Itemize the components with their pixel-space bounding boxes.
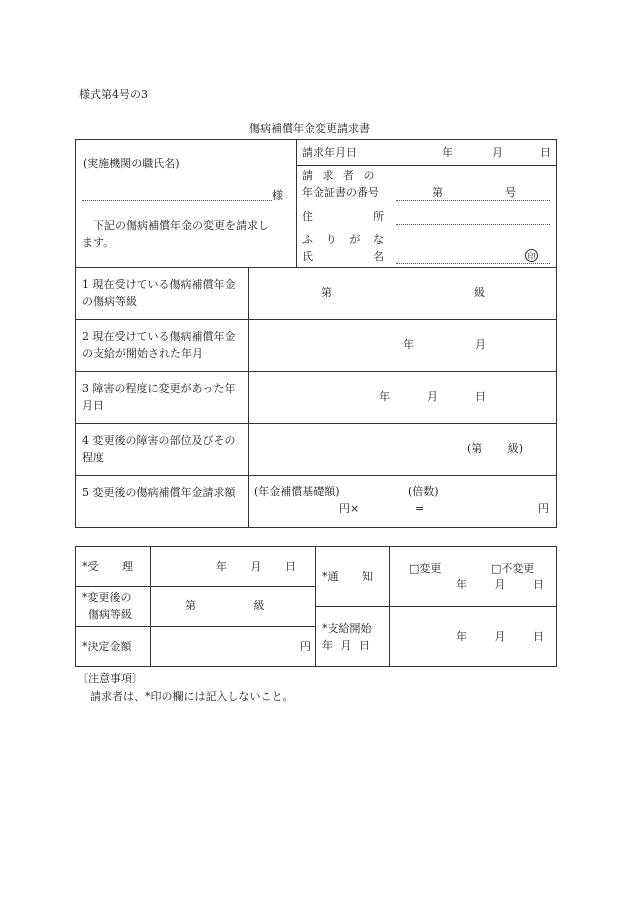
form-title: 傷病補償年金変更請求書 xyxy=(249,122,370,135)
certificate-no-label: 年金証書の番号 xyxy=(302,186,379,199)
row5-label: 5 変更後の傷病補償年金請求額 xyxy=(82,486,236,499)
address-label: 住 所 xyxy=(302,210,384,223)
certificate-no-field[interactable] xyxy=(396,200,550,201)
notice-date[interactable]: 年 月 日 xyxy=(456,578,544,591)
notes-heading: 〔注意事項〕 xyxy=(77,672,143,685)
changed-grade-label-line1: *変更後の xyxy=(82,591,132,604)
not-changed-checkbox[interactable]: □不変更 xyxy=(491,562,535,575)
request-text-line1: 下記の傷病補償年金の変更を請求し xyxy=(93,219,269,232)
row1-dai[interactable]: 第 xyxy=(321,286,332,299)
name-field[interactable] xyxy=(396,263,550,264)
certificate-gou: 号 xyxy=(505,186,516,199)
changed-grade-value[interactable]: 第 級 xyxy=(185,599,265,612)
request-year[interactable]: 年 xyxy=(442,146,453,159)
claimant-label: 請 求 者 の xyxy=(302,169,378,182)
row2-label: 2 現在受けている傷病補償年金の支給が開始された年月 xyxy=(82,330,236,360)
notice-label: *通 知 xyxy=(322,570,373,583)
changed-checkbox[interactable]: □変更 xyxy=(409,562,442,575)
request-text-line2: ます。 xyxy=(82,236,115,249)
payment-start-label-line1: *支給開始 xyxy=(322,622,372,635)
certificate-dai: 第 xyxy=(432,186,443,199)
address-field[interactable] xyxy=(396,224,550,225)
row4-label: 4 変更後の障害の部位及びその程度 xyxy=(82,434,236,464)
row1-kyu[interactable]: 級 xyxy=(474,286,485,299)
name-label: 氏 名 xyxy=(302,250,384,263)
honorific: 様 xyxy=(272,189,283,202)
row3-day[interactable]: 日 xyxy=(475,390,486,403)
row5-yen[interactable]: 円 xyxy=(538,502,549,515)
receipt-label: *受 理 xyxy=(82,560,133,573)
form-number: 様式第4号の3 xyxy=(79,88,148,101)
row5-yen-times[interactable]: 円× xyxy=(339,502,360,515)
row3-year[interactable]: 年 xyxy=(379,390,390,403)
payment-start-date[interactable]: 年 月 日 xyxy=(456,630,544,643)
seal-mark: 印 xyxy=(525,249,538,262)
row5-base-label: (年金補償基礎額) xyxy=(254,485,340,498)
receipt-date[interactable]: 年 月 日 xyxy=(216,560,296,573)
decided-amount-yen[interactable]: 円 xyxy=(300,640,311,653)
payment-start-label-line2: 年 月 日 xyxy=(322,639,370,652)
furigana-label: ふ り が な xyxy=(302,233,384,246)
row2-month[interactable]: 月 xyxy=(475,338,486,351)
institution-label: (実施機関の職氏名) xyxy=(83,157,180,170)
notes-text: 請求者は、*印の欄には記入しないこと。 xyxy=(90,690,294,703)
row1-label: 1 現在受けている傷病補償年金の傷病等級 xyxy=(82,278,236,308)
row2-year[interactable]: 年 xyxy=(403,338,414,351)
changed-grade-label-line2: 傷病等級 xyxy=(88,608,132,621)
request-day[interactable]: 日 xyxy=(540,146,551,159)
request-date-label: 請求年月日 xyxy=(302,146,357,159)
row4-grade[interactable]: (第 級) xyxy=(467,442,524,455)
request-month[interactable]: 月 xyxy=(492,146,503,159)
row5-equals: = xyxy=(415,502,425,515)
institution-field[interactable] xyxy=(82,200,272,201)
row3-label: 3 障害の程度に変更があった年月日 xyxy=(82,382,236,412)
decided-amount-label: *決定金額 xyxy=(82,640,132,653)
row3-month[interactable]: 月 xyxy=(427,390,438,403)
row5-multiplier-label: (倍数) xyxy=(408,485,439,498)
